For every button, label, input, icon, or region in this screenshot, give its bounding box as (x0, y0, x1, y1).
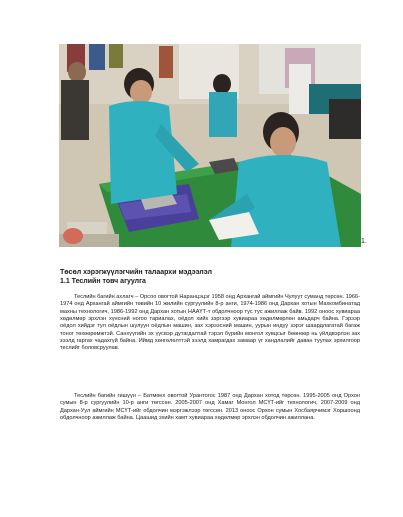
paragraph-2: Теслийн багийн гишүүн – Батмөнх овогтой Урантогос 1987 онд Дархан хотод төрсөн. 1995-2005 онд Орхон сумын 8-р сургуулийн 10-р анги төгссөн. 2005-2007 онд Хамаг Монгол МСҮТ-ийг технологич, 2007-2009 онд Дархан-Уул аймгийн МСҮТ-ийг обдолчин мэргэжлээр төгссөн. 2013 оноос Орхон сумын Хосбаярчимэг Хоршоонд обдолчноор ажиллаж байна. Цаашид эхийн хамт хувиараа хөдөлмөр эрхлэн обдолчин ажиллана. (60, 393, 360, 422)
section-heading: 1.1 Теслийн товч агуулга (60, 278, 146, 285)
workshop-photo (59, 44, 361, 247)
document-title: Төсөл хэрэгжүүлэгчийн талаархи мэдээлэл (60, 269, 212, 276)
figure-label: 1. (361, 238, 367, 245)
paragraph-1: Теслийн багийн ахлагч – Орсоо овогтой Наранцэцэг 1958 онд Архангай аймгийн Чулуут суманд төрсөн. 1966-1974 онд Архангай аймгийн төвийн 10 жилийн сургуулийн 8-р анги, 1974-1986 онд Дархан хотын Махкомбинатад махны технологич, 1986-1992 онд Дархан хотын НААҮТ-т обдолчноор тус тус ажиллаж байв. 1992 оноос хувиараа хөдөлмөр эрхлэн хүнсний ногоо тариалах, оёдол хийх зэргээр хувиараа хөдөлмөрлөн амьдарч байна. Гэрээр оёдол хийдэг тул оёдлын шулуун оёдлын машин, зах хэрээсний машин, уурын индүү зэрэг шаардлагатай багаж тоног төхөөрөмжтэй. Санхүүгийн эх үүсвэр дутагдалтай тэрэл бүрийн монгол хувцсыг бөөнөөр нь үйлдвэрлэн зах зээлд гаргах чадахгүй байна. Иймд хөнгөлөлттэй зээлд хамрагдах замаар үг хандлалийг даван туулах эрхилгоор теслийг боловсруулав. (60, 294, 360, 352)
photo-figure (59, 44, 361, 247)
